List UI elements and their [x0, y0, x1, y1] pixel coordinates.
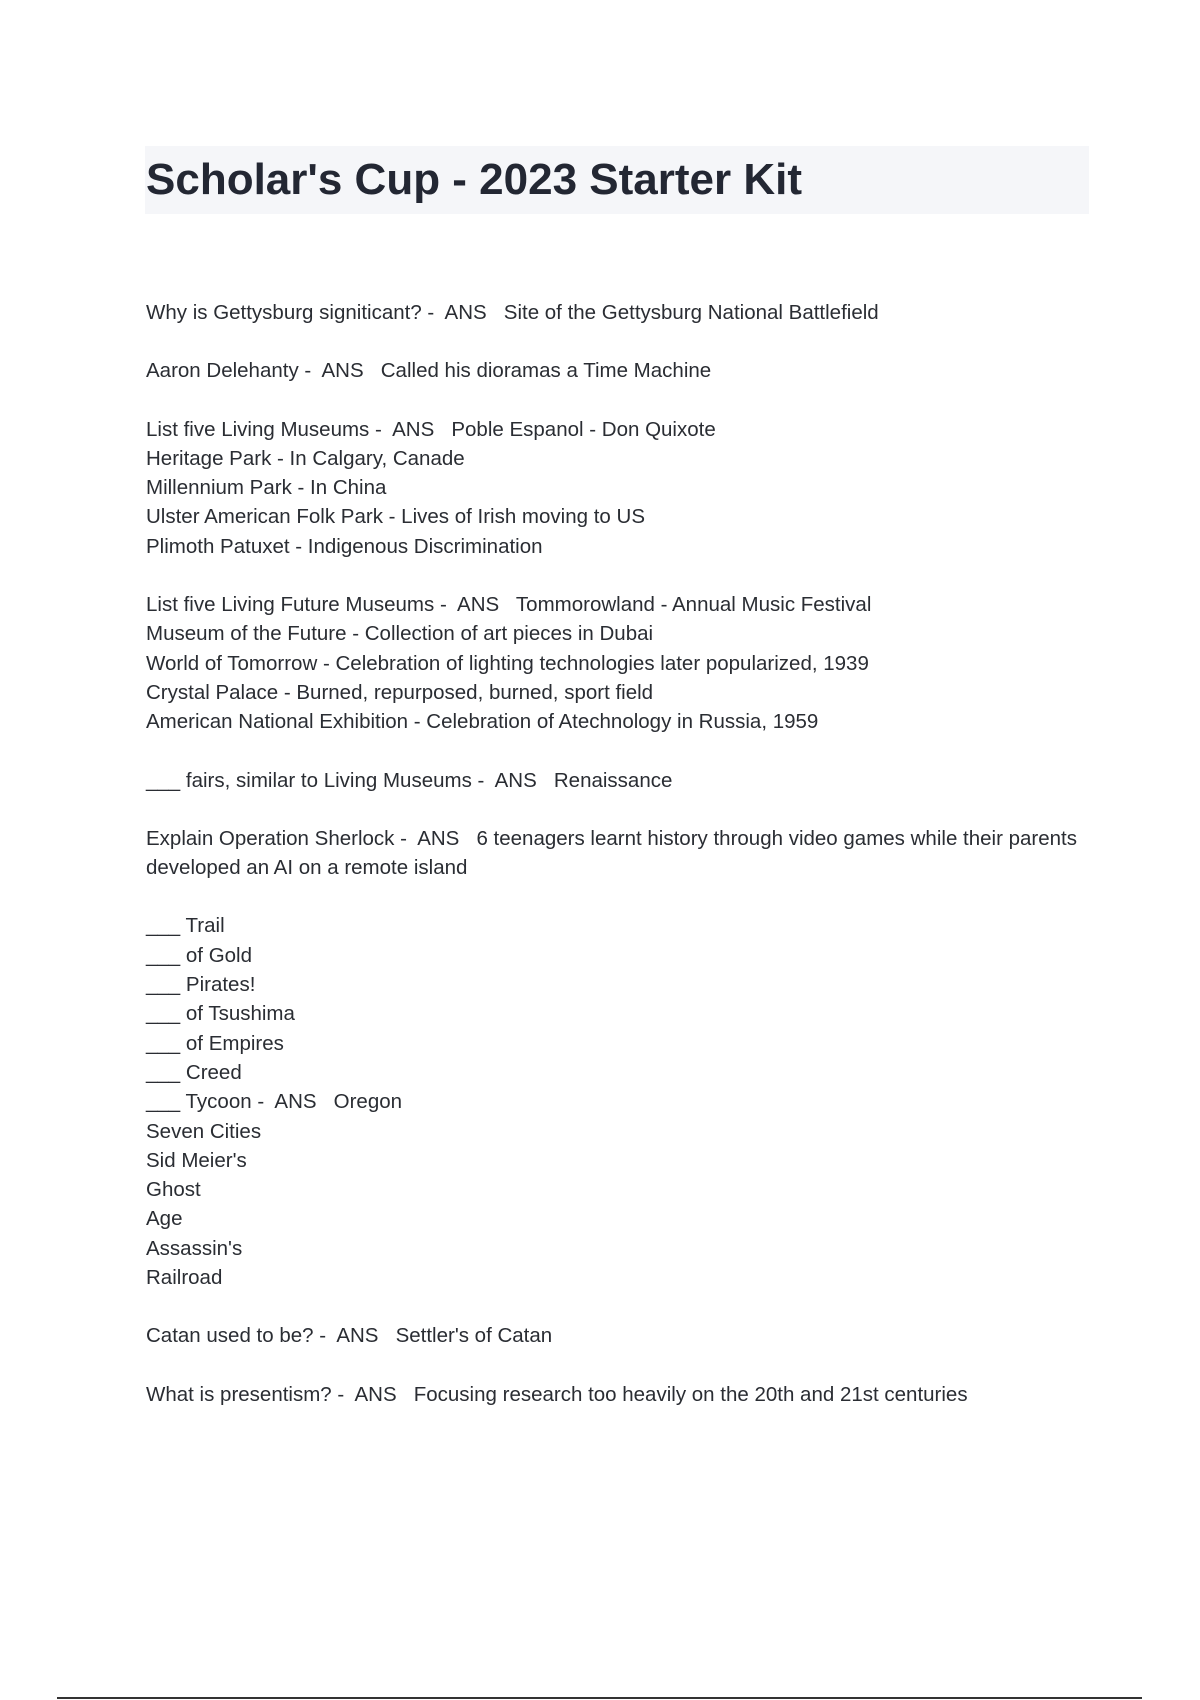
answer-text: Called his dioramas a Time Machine — [380, 359, 712, 383]
question-line: ___ Creed — [146, 1060, 242, 1084]
qa-line — [146, 356, 1096, 385]
qa-item — [146, 911, 1096, 1292]
answer-separator: - ANS — [331, 1382, 414, 1406]
answer-line: Ulster American Folk Park - Lives of Irish moving to US — [146, 505, 645, 529]
answer-text: Focusing research too heavily on the 20th and 21st centuries — [413, 1382, 968, 1406]
question-text: ___ fairs, similar to Living Museums — [146, 768, 472, 792]
answer-line: American National Exhibition - Celebration of Atechnology in Russia, 1959 — [146, 710, 819, 734]
qa-line — [146, 1321, 1096, 1350]
question-text: What is presentism? — [146, 1382, 332, 1406]
question-text: Why is Gettysburg signiticant? — [146, 301, 422, 324]
qa-line — [146, 590, 1096, 619]
qa-item — [146, 356, 1096, 385]
footer-rule — [57, 1697, 1142, 1699]
qa-item — [146, 1321, 1096, 1350]
answer-line: Seven Cities — [146, 1119, 262, 1143]
answer-text: Tommorowland - Annual Music Festival — [515, 593, 872, 617]
answer-line: Ghost — [146, 1178, 201, 1202]
answer-text: Renaissance — [553, 768, 673, 792]
answer-line: World of Tomorrow - Celebration of lighting technologies later popularized, 1939 — [146, 651, 869, 675]
question-text: Explain Operation Sherlock — [146, 826, 395, 850]
answer-line: Assassin's — [146, 1236, 243, 1260]
question-text: Catan used to be? — [146, 1324, 314, 1348]
question-text: List five Living Future Museums — [146, 593, 435, 617]
question-line: ___ Trail — [146, 914, 225, 938]
answer-separator: - ANS — [471, 768, 554, 792]
answer-separator: - ANS — [313, 1324, 396, 1348]
qa-item — [146, 1380, 1096, 1409]
answer-text: 6 teenagers learnt history through video games while their parents developed an AI on a remote island — [146, 826, 1083, 880]
answer-text: Site of the Gettysburg National Battlefield — [503, 301, 879, 324]
answer-line: Millennium Park - In China — [146, 476, 387, 500]
qa-item — [146, 766, 1096, 795]
qa-line — [146, 824, 1096, 883]
qa-line — [146, 1087, 1096, 1116]
answer-line: Heritage Park - In Calgary, Canade — [146, 446, 465, 470]
answer-line: Railroad — [146, 1266, 223, 1290]
qa-line — [146, 766, 1096, 795]
qa-item — [146, 824, 1096, 883]
qa-item — [146, 298, 1096, 327]
answer-text: Poble Espanol - Don Quixote — [451, 417, 716, 441]
qa-line — [146, 298, 1096, 327]
question-line: ___ of Tsushima — [146, 1002, 295, 1026]
question-text: List five Living Museums — [146, 417, 370, 441]
answer-separator: - ANS — [369, 417, 452, 441]
question-line: ___ of Gold — [146, 943, 252, 967]
document-title: Scholar's Cup - 2023 Starter Kit — [146, 155, 803, 204]
answer-line: Crystal Palace - Burned, repurposed, burned, sport field — [146, 680, 654, 704]
answer-text: Settler's of Catan — [395, 1324, 553, 1348]
answer-separator: - ANS — [251, 1090, 334, 1114]
question-line: ___ Pirates! — [146, 973, 256, 997]
question-text: Aaron Delehanty — [146, 359, 299, 383]
qa-item — [146, 590, 1096, 736]
qa-line — [146, 1380, 1096, 1409]
answer-separator: - ANS — [394, 826, 477, 850]
answer-line: Plimoth Patuxet - Indigenous Discrimination — [146, 534, 543, 558]
answer-separator: - ANS — [298, 359, 381, 383]
qa-item — [146, 415, 1096, 561]
answer-line: Age — [146, 1207, 183, 1231]
question-line: ___ of Empires — [146, 1031, 284, 1055]
qa-list — [146, 298, 1096, 1438]
qa-line — [146, 415, 1096, 444]
answer-line: Museum of the Future - Collection of art pieces in Dubai — [146, 622, 654, 646]
answer-line: Sid Meier's — [146, 1148, 247, 1172]
question-text: ___ Tycoon — [146, 1090, 252, 1114]
answer-separator: - ANS — [421, 301, 504, 324]
answer-text: Oregon — [333, 1090, 403, 1114]
answer-separator: - ANS — [434, 593, 516, 617]
